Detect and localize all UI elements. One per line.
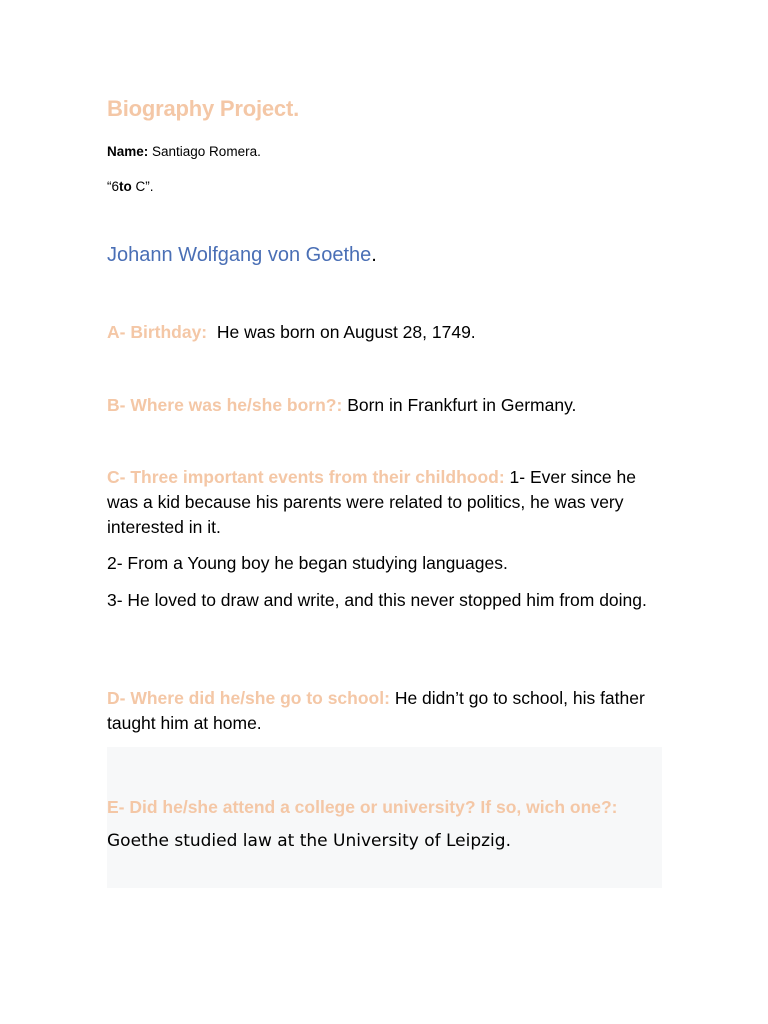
subject-name: Johann Wolfgang von Goethe [107,244,372,266]
subject-heading [107,244,377,267]
question-d-answer: He didn’t go to school, his father taught him at home. [107,688,645,733]
question-e-label: E- Did he/she attend a college or university? If so, wich one?: [107,797,618,817]
question-a [107,320,647,345]
question-c [107,465,647,540]
subject-period: . [371,244,377,266]
question-d [107,686,647,736]
question-c-answer-3: 3- He loved to draw and write, and this never stopped him from doing. [107,590,647,610]
question-c-answer-2: 2- From a Young boy he began studying languages. [107,553,508,573]
class-line [107,179,154,194]
question-b-answer: Born in Frankfurt in Germany. [347,395,577,415]
question-a-label: A- Birthday: [107,322,208,342]
question-b [107,393,647,418]
question-a-answer: He was born on August 28, 1749. [216,322,476,342]
question-c-label: C- Three important events from their childhood: [107,467,505,487]
document-title: Biography Project. [107,96,299,121]
class-to: to [119,179,132,194]
question-b-label: B- Where was he/she born?: [107,395,343,415]
question-e-answer: Goethe studied law at the University of Leipzig. [107,831,511,851]
class-open: “6 [107,179,120,194]
question-c-answer-1: 1- Ever since he was a kid because his parents were related to politics, he was very interested in it. [107,467,636,537]
name-label: Name: [107,144,149,159]
question-d-label: D- Where did he/she go to school: [107,688,390,708]
question-e [107,791,657,858]
student-name-line [107,144,261,159]
name-value: Santiago Romera. [148,144,261,159]
class-close: C”. [131,179,154,194]
